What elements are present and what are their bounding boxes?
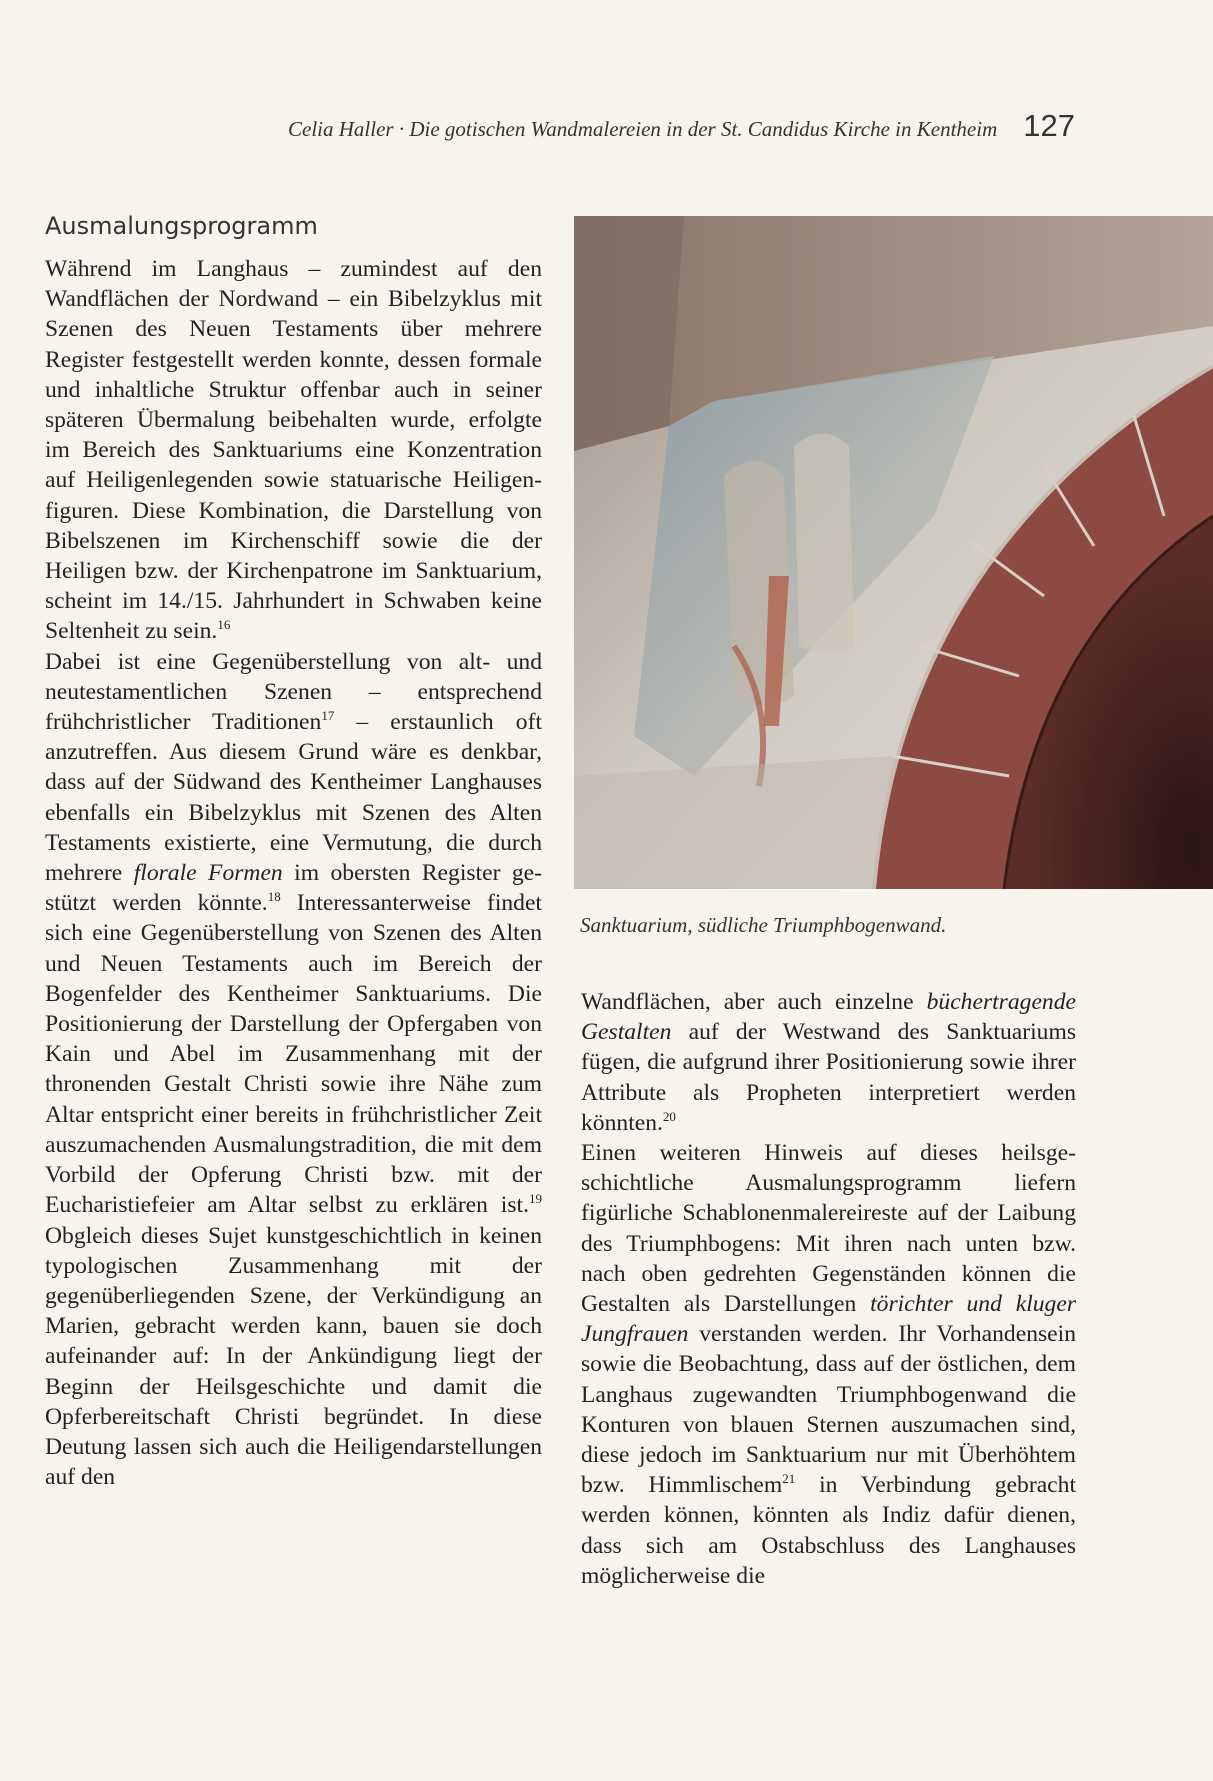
emphasis-text: florale Formen	[133, 860, 283, 887]
fresco-photo-figure	[574, 216, 1213, 889]
paragraph-text: Wandflächen, aber auch einzelne	[581, 989, 927, 1015]
footnote-ref-18[interactable]: 18	[267, 889, 281, 905]
footnote-ref-17[interactable]: 17	[321, 708, 335, 724]
paragraph-text: Obgleich dieses Sujet kunstgeschichtlich in keinen typologischen Zusammenhang mit der gegenüberliegenden Szene, der Verkündigung an Marien, gebracht werden kann, bauen sie doch aufeinander auf: In der Ankündigung liegt der Beginn der Heilsgeschichte und damit die Opferbereitschaft Christi begründet. In diese Deutung lassen sich auch die Heiligendarstellungen auf den	[45, 1222, 542, 1491]
footnote-ref-19[interactable]: 19	[529, 1191, 542, 1207]
body-paragraph	[581, 987, 1076, 1138]
footnote-ref-21[interactable]: 21	[782, 1471, 796, 1487]
page-number: 127	[1023, 108, 1075, 143]
paragraph-text: Dabei ist eine Gegenüberstellung von alt- und neutestamentlichen Szenen – entsprechend frühchristlicher Traditionen	[45, 648, 542, 736]
emphasis-text: büchertragende Gestalten	[581, 989, 1076, 1046]
section-heading: Ausmalungsprogramm	[45, 212, 318, 240]
paragraph-text: im obersten Register gestützt werden könnte.	[45, 860, 542, 917]
paragraph-text: in Verbindung gebracht werden können, könnten als Indiz dafür dienen, dass sich am Ostabschluss des Langhauses möglicherweise die	[581, 1472, 1076, 1589]
footnote-ref-20[interactable]: 20	[662, 1108, 676, 1124]
paragraph-text: Interessanterweise findet sich eine Gegenüberstellung von Szenen des Alten und Neuen Testaments auch im Bereich der Bogenfelder des Kentheimer Sanktuariums. Die Positionierung der Darstellung der Opfergaben von Kain und Abel im Zusammenhang mit der thronenden Gestalt Christi sowie ihre Nähe zum Altar entspricht einer bereits in frühchristlicher Zeit auszumachenden Ausmalungstradition, die mit dem Vorbild der Opferung Christi bzw. mit der Eucharistiefeier am Altar selbst zu erklären ist.	[45, 890, 542, 1219]
right-column	[581, 987, 1076, 1591]
emphasis-text: törichter und kluger Jungfrauen	[581, 1291, 1076, 1348]
paragraph-text: Während im Langhaus – zumindest auf den Wandflächen der Nordwand – ein Bibelzyklus mit Szenen des Neuen Testaments über mehrere Register festgestellt werden konnte, dessen formale und inhaltliche Struktur offenbar auch in seiner späteren Übermalung beibehalten wurde, erfolgte im Bereich des Sanktuariums eine Konzentration auf Heiligenlegenden sowie statuarische Heiligenfiguren. Diese Kombination, die Darstellung von Bibelszenen im Kirchenschiff sowie die der Heiligen bzw. der Kirchenpatrone im Sanktuarium, scheint im 14./15. Jahrhundert in Schwaben keine Seltenheit zu sein.	[45, 256, 542, 645]
footnote-ref-16[interactable]: 16	[217, 617, 231, 633]
body-paragraph	[45, 254, 542, 647]
running-head	[160, 108, 1075, 144]
paragraph-text: verstanden werden. Ihr Vorhandensein sowie die Beobachtung, dass auf der östlichen, dem Langhaus zugewandten Triumphbogenwand die Konturen von blauen Sternen auszumachen sind, diese jedoch im Sanktuarium nur mit Überhöhtem bzw. Himmlischem	[581, 1321, 1076, 1499]
paragraph-text: – erstaunlich oft anzutreffen. Aus diesem Grund wäre es denkbar, dass auf der Südwand des Kentheimer Langhauses ebenfalls ein Bibelzyklus mit Szenen des Alten Testaments existierte, eine Vermutung, die durch mehrere	[45, 709, 542, 887]
figure-caption: Sanktuarium, südliche Triumphbogenwand.	[580, 913, 947, 937]
paragraph-text: auf der Westwand des Sanktuariums fügen, die aufgrund ihrer Positionierung sowie ihrer Attribute als Propheten interpretiert werden könnten.	[581, 1019, 1076, 1136]
running-title: Celia Haller · Die gotischen Wandmalereien in der St. Candidus Kirche in Kentheim	[288, 117, 998, 141]
paragraph-text: Einen weiteren Hinweis auf dieses heilsgeschichtliche Ausmalungsprogramm liefern figürliche Schablonenmalereireste auf der Laibung des Triumphbogens: Mit ihren nach unten bzw. nach oben gedrehten Gegenständen können die Gestalten als Darstellungen	[581, 1140, 1076, 1318]
fresco-photo	[574, 216, 1213, 889]
body-paragraph	[45, 647, 542, 1493]
body-paragraph	[581, 1138, 1076, 1591]
left-column	[45, 212, 542, 1492]
